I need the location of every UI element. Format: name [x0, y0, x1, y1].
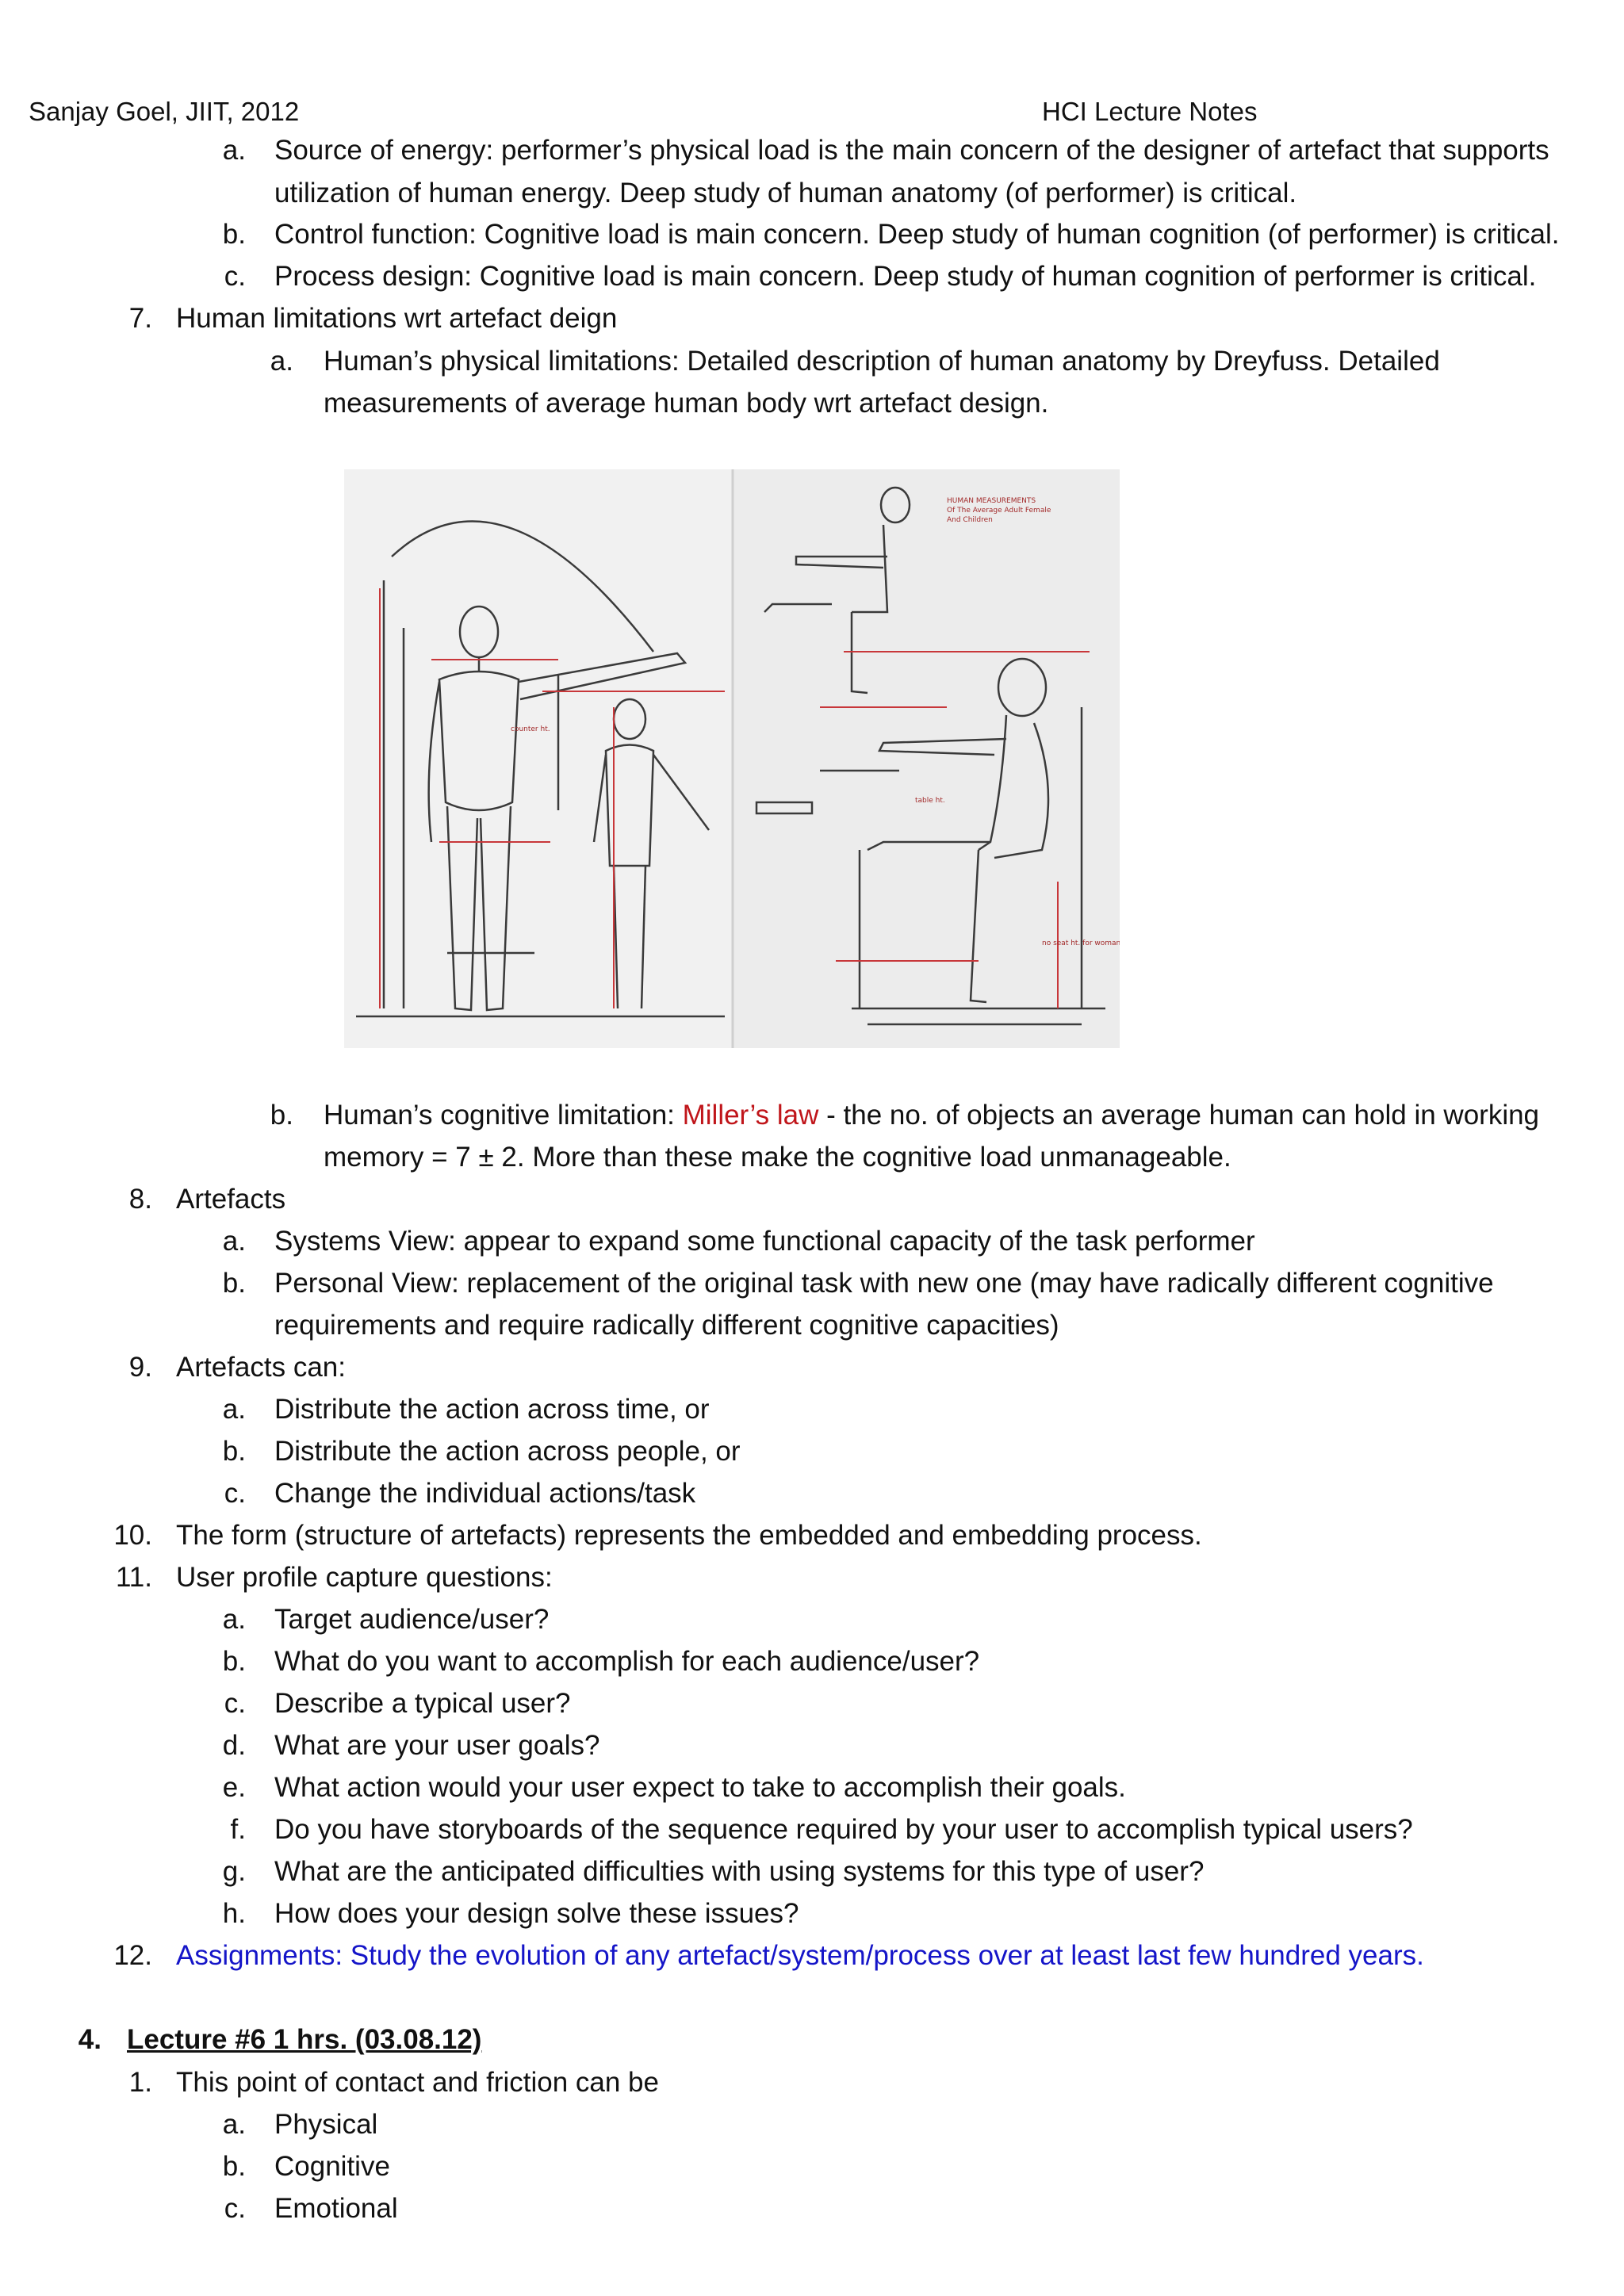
list-marker: f.: [230, 1814, 246, 1845]
list-marker: a.: [222, 2109, 246, 2140]
list-item-text: Target audience/user?: [274, 1604, 550, 1635]
list-item-text: Artefacts can:: [176, 1352, 346, 1383]
figure-label: no seat ht. for woman: [1042, 939, 1120, 947]
list-item-text: Emotional: [274, 2193, 398, 2224]
list-marker: a.: [222, 1394, 246, 1425]
list-item-text: Distribute the action across time, or: [274, 1394, 710, 1425]
list-item-text: Personal View: replacement of the original task with new one (may have radically different cognitive: [274, 1268, 1494, 1299]
list-marker: a.: [222, 1604, 246, 1635]
assignment-text: Assignments: Study the evolution of any artefact/system/process over at least last few hundred years.: [176, 1940, 1424, 1971]
list-marker: c.: [224, 1478, 246, 1509]
list-item-text: measurements of average human body wrt artefact design.: [324, 388, 1049, 419]
list-marker: 10.: [113, 1520, 152, 1551]
text-segment: Human’s cognitive limitation:: [324, 1100, 683, 1131]
list-item-text: What do you want to accomplish for each audience/user?: [274, 1646, 980, 1677]
list-item-text: Cognitive: [274, 2151, 390, 2182]
list-item-text: Physical: [274, 2109, 378, 2140]
list-marker: b.: [222, 2151, 246, 2182]
anthropometry-figure: [344, 469, 1120, 1048]
list-item-text: User profile capture questions:: [176, 1562, 553, 1593]
list-item-text: utilization of human energy. Deep study of human anatomy (of performer) is critical.: [274, 178, 1297, 209]
list-item-text: requirements and require radically different cognitive capacities): [274, 1310, 1059, 1341]
section-number: 4.: [78, 2024, 102, 2055]
section-title: Lecture #6 1 hrs. (03.08.12): [127, 2024, 482, 2055]
list-item-text: Systems View: appear to expand some functional capacity of the task performer: [274, 1226, 1255, 1257]
list-item-text: What are the anticipated difficulties with using systems for this type of user?: [274, 1856, 1205, 1887]
list-item-text: Distribute the action across people, or: [274, 1436, 741, 1467]
list-marker: 7.: [128, 303, 152, 334]
list-item-text: The form (structure of artefacts) represents the embedded and embedding process.: [176, 1520, 1202, 1551]
list-marker: 12.: [113, 1940, 152, 1971]
list-marker: a.: [222, 135, 246, 166]
list-marker: b.: [222, 1268, 246, 1299]
list-marker: c.: [224, 2193, 246, 2224]
list-marker: a.: [222, 1226, 246, 1257]
list-marker: b.: [222, 219, 246, 250]
list-item-text: [324, 1098, 1539, 1133]
list-item-text: memory = 7 ± 2. More than these make the cognitive load unmanageable.: [324, 1142, 1231, 1173]
list-item-text: What action would your user expect to take to accomplish their goals.: [274, 1772, 1126, 1803]
figure-label: counter ht.: [511, 725, 550, 733]
list-item-text: Artefacts: [176, 1184, 286, 1215]
millers-law-highlight: Miller’s law: [682, 1100, 819, 1131]
figure-caption: Of The Average Adult Female: [947, 507, 1051, 515]
list-item-text: Human limitations wrt artefact deign: [176, 303, 618, 334]
list-marker: 1.: [128, 2067, 152, 2098]
list-marker: d.: [222, 1730, 246, 1761]
figure-label: table ht.: [915, 797, 945, 805]
list-marker: c.: [224, 1688, 246, 1719]
text-segment: - the no. of objects an average human can hold in working: [818, 1100, 1540, 1131]
list-marker: 8.: [128, 1184, 152, 1215]
list-marker: 11.: [115, 1562, 152, 1593]
list-marker: g.: [222, 1856, 246, 1887]
list-item-text: Human’s physical limitations: Detailed description of human anatomy by Dreyfuss. Detailed: [324, 346, 1440, 377]
list-marker: h.: [222, 1898, 246, 1929]
list-item-text: This point of contact and friction can be: [176, 2067, 659, 2098]
figure-caption: HUMAN MEASUREMENTS: [947, 497, 1036, 505]
anthropometry-drawing: [344, 469, 1120, 1048]
list-item-text: What are your user goals?: [274, 1730, 600, 1761]
list-marker: c.: [224, 261, 246, 292]
list-item-text: Process design: Cognitive load is main concern. Deep study of human cognition of performer is critical.: [274, 261, 1537, 292]
list-marker: e.: [222, 1772, 246, 1803]
header-title: HCI Lecture Notes: [1042, 97, 1258, 126]
figure-caption: And Children: [947, 516, 993, 524]
list-marker: 9.: [128, 1352, 152, 1383]
list-marker: b.: [222, 1646, 246, 1677]
list-marker: a.: [270, 346, 293, 377]
header-author: Sanjay Goel, JIIT, 2012: [29, 97, 300, 126]
list-marker: b.: [270, 1100, 293, 1131]
list-item-text: Control function: Cognitive load is main concern. Deep study of human cognition (of performer) is critical.: [274, 219, 1560, 250]
list-item-text: Do you have storyboards of the sequence required by your user to accomplish typical users?: [274, 1814, 1413, 1845]
list-marker: b.: [222, 1436, 246, 1467]
list-item-text: Change the individual actions/task: [274, 1478, 696, 1509]
list-item-text: How does your design solve these issues?: [274, 1898, 799, 1929]
list-item-text: Describe a typical user?: [274, 1688, 571, 1719]
list-item-text: Source of energy: performer’s physical load is the main concern of the designer of artefact that supports: [274, 135, 1549, 166]
